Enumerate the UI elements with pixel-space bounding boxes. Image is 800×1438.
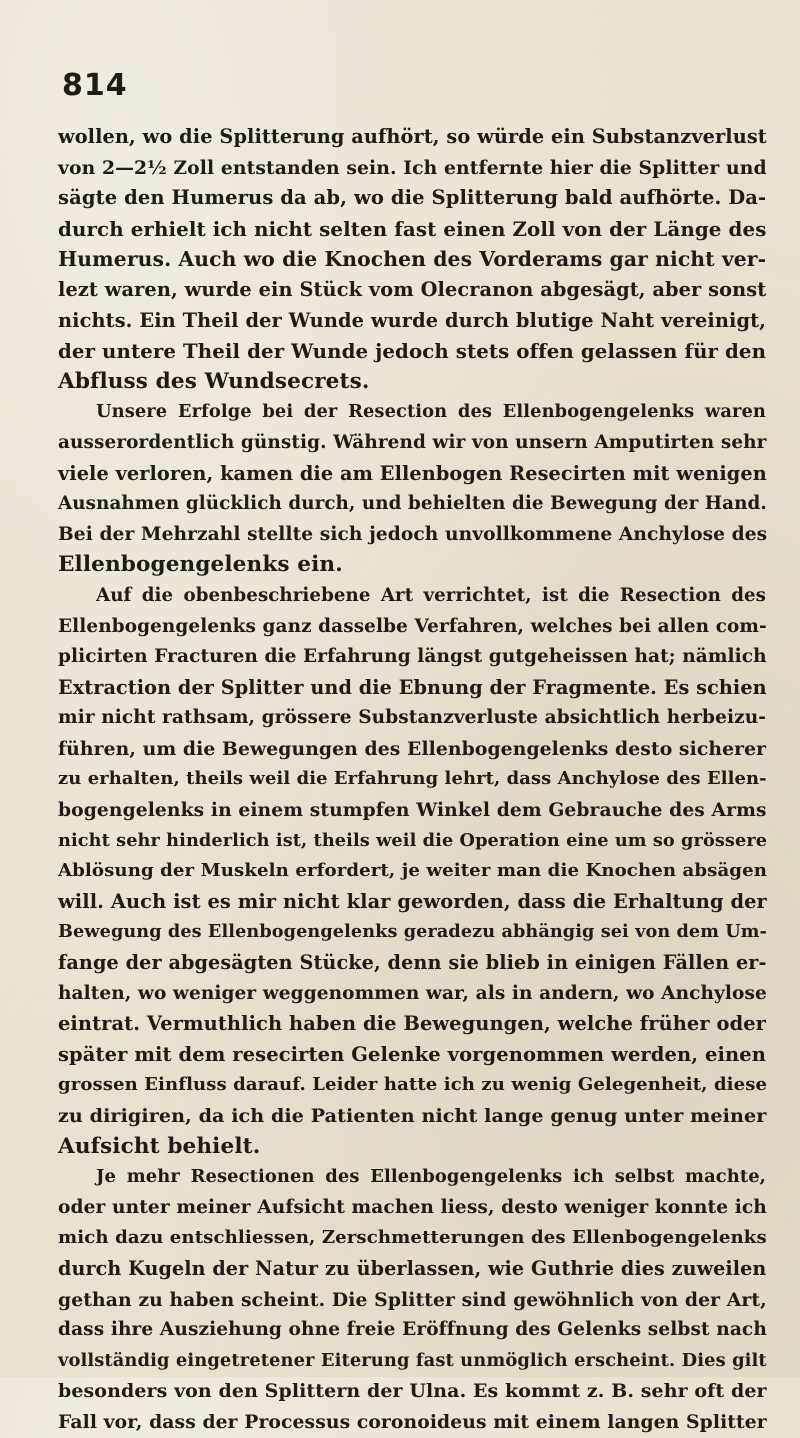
text-line: nicht sehr hinderlich ist, theils weil die Operation eine um so grössere bbox=[58, 829, 768, 851]
text-line: bogengelenks in einem stumpfen Winkel dem Gebrauche des Arms bbox=[58, 799, 767, 822]
text-line: nichts. Ein Theil der Wunde wurde durch blutige Naht vereinigt, bbox=[58, 308, 766, 332]
text-line: Ausnahmen glücklich durch, und behielten die Bewegung der Hand. bbox=[58, 493, 767, 515]
text-line: grossen Einfluss darauf. Leider hatte ich zu wenig Gelegenheit, diese bbox=[58, 1074, 768, 1096]
text-line: wollen, wo die Splitterung aufhört, so würde ein Substanzverlust bbox=[58, 125, 767, 148]
text-line: zu dirigiren, da ich die Patienten nicht lange genug unter meiner bbox=[58, 1104, 767, 1127]
text-line: besonders von den Splittern der Ulna. Es kommt z. B. sehr oft der bbox=[58, 1380, 767, 1403]
text-line: Extraction der Splitter und die Ebnung der Fragmente. Es schien bbox=[58, 675, 767, 699]
text-line: halten, wo weniger weggenommen war, als in andern, wo Anchylose bbox=[58, 982, 767, 1004]
text-line: will. Auch ist es mir nicht klar geworden, dass die Erhaltung der bbox=[58, 889, 767, 913]
text-line: Ablösung der Muskeln erfordert, je weiter man die Knochen absägen bbox=[58, 860, 767, 882]
text-line: viele verloren, kamen die am Ellenbogen Resecirten mit wenigen bbox=[58, 461, 767, 485]
text-line: dass ihre Ausziehung ohne freie Eröffnung des Gelenks selbst nach bbox=[58, 1319, 767, 1341]
text-line: Unsere Erfolge bei der Resection des Ellenbogengelenks waren bbox=[96, 401, 766, 423]
text-line: Bei der Mehrzahl stellte sich jedoch unvollkommene Anchylose des bbox=[58, 523, 768, 545]
text-line: mir nicht rathsam, grössere Substanzverluste absichtlich herbeizu- bbox=[58, 707, 767, 729]
text-line: führen, um die Bewegungen des Ellenbogengelenks desto sicherer bbox=[58, 737, 767, 760]
text-line: fange der abgesägten Stücke, denn sie blieb in einigen Fällen er- bbox=[58, 951, 767, 975]
text-line: Fall vor, dass der Processus coronoideus mit einem langen Splitter bbox=[58, 1410, 767, 1433]
text-line: ausserordentlich günstig. Während wir von unsern Amputirten sehr bbox=[58, 431, 767, 453]
text-line: eintrat. Vermuthlich haben die Bewegungen, welche früher oder bbox=[58, 1012, 766, 1036]
text-line: Ellenbogengelenks ein. bbox=[58, 552, 343, 578]
text-line: gethan zu haben scheint. Die Splitter sind gewöhnlich von der Art, bbox=[58, 1288, 767, 1311]
text-line: später mit dem resecirten Gelenke vorgenommen werden, einen bbox=[58, 1042, 766, 1066]
text-line: Je mehr Resectionen des Ellenbogengelenks ich selbst machte, bbox=[96, 1166, 766, 1188]
text-line: von 2—2½ Zoll entstanden sein. Ich entfernte hier die Splitter und bbox=[58, 156, 767, 179]
text-line: Bewegung des Ellenbogengelenks geradezu abhängig sei von dem Um- bbox=[58, 921, 767, 943]
text-line: der untere Theil der Wunde jedoch stets offen gelassen für den bbox=[58, 339, 767, 364]
text-line: zu erhalten, theils weil die Erfahrung lehrt, dass Anchylose des Ellen- bbox=[58, 768, 767, 790]
text-line: oder unter meiner Aufsicht machen liess, desto weniger konnte ich bbox=[58, 1196, 767, 1218]
text-line: plicirten Fracturen die Erfahrung längst gutgeheissen hat; nämlich bbox=[58, 646, 767, 668]
text-line: durch Kugeln der Natur zu überlassen, wie Guthrie dies zuweilen bbox=[58, 1256, 767, 1280]
text-line: mich dazu entschliessen, Zerschmetterungen des Ellenbogengelenks bbox=[58, 1227, 767, 1249]
text-line: Auf die obenbeschriebene Art verrichtet, ist die Resection des bbox=[96, 584, 766, 606]
text-line: Ellenbogengelenks ganz dasselbe Verfahren, welches bei allen com- bbox=[58, 615, 767, 637]
text-line: lezt waren, wurde ein Stück vom Olecranon abgesägt, aber sonst bbox=[58, 277, 767, 301]
text-line: durch erhielt ich nicht selten fast einen Zoll von der Länge des bbox=[58, 216, 767, 241]
page-number: 814 bbox=[62, 68, 128, 103]
body-text bbox=[58, 122, 766, 1438]
text-line: vollständig eingetretener Eiterung fast unmöglich erscheint. Dies gilt bbox=[58, 1349, 767, 1371]
text-line: Humerus. Auch wo die Knochen des Vorderams gar nicht ver- bbox=[58, 247, 767, 272]
text-line: Aufsicht behielt. bbox=[58, 1133, 261, 1159]
text-line: Abfluss des Wundsecrets. bbox=[58, 368, 370, 394]
text-line: sägte den Humerus da ab, wo die Splitterung bald aufhörte. Da- bbox=[58, 186, 767, 210]
